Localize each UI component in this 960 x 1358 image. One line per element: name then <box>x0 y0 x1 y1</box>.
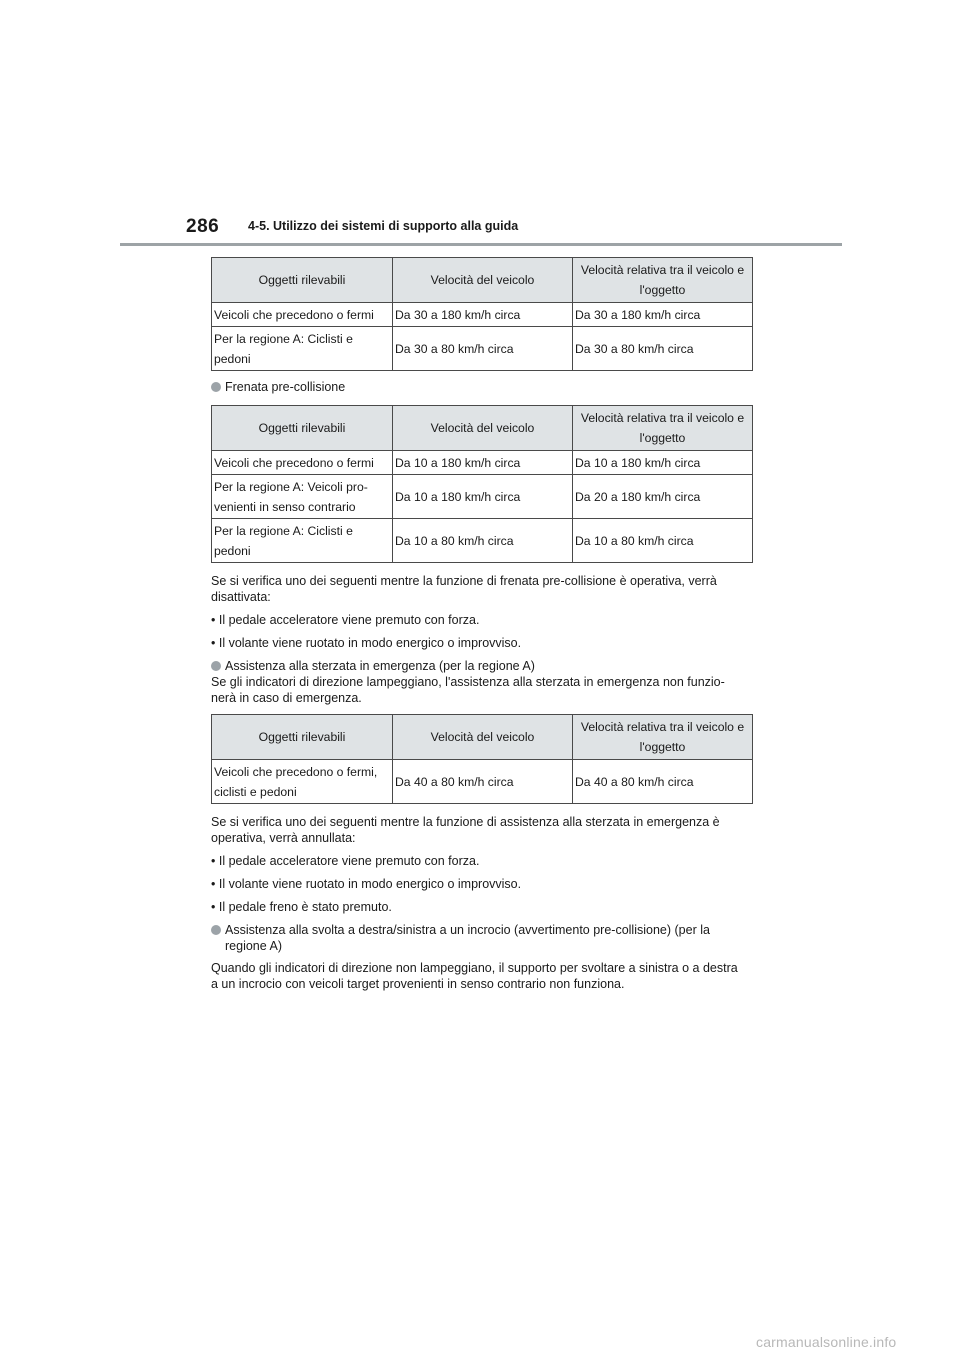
cell-object-l1: Veicoli che precedono o fermi, <box>214 764 378 779</box>
cell-relative-speed: Da 30 a 180 km/h circa <box>573 303 753 327</box>
list-item: • Il pedale acceleratore viene premuto con forza. <box>211 854 480 868</box>
heading-turn-assist <box>211 922 752 954</box>
list-item: • Il pedale freno è stato premuto. <box>211 900 392 914</box>
cell-vehicle-speed: Da 40 a 80 km/h circa <box>393 760 573 804</box>
cell-object-l2: ciclisti e pedoni <box>214 784 297 799</box>
cell-vehicle-speed: Da 10 a 180 km/h circa <box>393 451 573 475</box>
cell-object <box>212 327 393 371</box>
cell-object-l1: Per la regione A: Veicoli pro- <box>214 479 368 494</box>
table-row <box>212 475 753 519</box>
para-line: Se si verifica uno dei seguenti mentre la funzione di frenata pre-collisione è operativa, verrà <box>211 574 717 588</box>
header-detectable-objects: Oggetti rilevabili <box>212 406 393 451</box>
heading-turn-l1: Assistenza alla svolta a destra/sinistra a un incrocio (avvertimento pre-collisione) (per la <box>225 923 710 937</box>
cell-vehicle-speed: Da 10 a 180 km/h circa <box>393 475 573 519</box>
watermark: carmanualsonline.info <box>756 1334 897 1350</box>
para-line: a un incrocio con veicoli target provenienti in senso contrario non funziona. <box>211 977 625 991</box>
cell-object-l2: venienti in senso contrario <box>214 499 356 514</box>
cell-vehicle-speed: Da 30 a 80 km/h circa <box>393 327 573 371</box>
table-row <box>212 327 753 371</box>
cell-relative-speed: Da 10 a 180 km/h circa <box>573 451 753 475</box>
cell-relative-speed: Da 40 a 80 km/h circa <box>573 760 753 804</box>
table-header-row <box>212 258 753 303</box>
table-row <box>212 303 753 327</box>
table-header-row <box>212 406 753 451</box>
cell-object <box>212 475 393 519</box>
header-detectable-objects: Oggetti rilevabili <box>212 715 393 760</box>
cell-object-l1: Per la regione A: Ciclisti e <box>214 523 353 538</box>
steering-cancel-intro <box>211 814 752 846</box>
para-line: Se si verifica uno dei seguenti mentre la funzione di assistenza alla sterzata in emergenza è <box>211 815 720 829</box>
detection-table-steering <box>211 714 753 804</box>
cell-object-l1: Per la regione A: Ciclisti e <box>214 331 353 346</box>
header-relative-speed-l2: l'oggetto <box>639 283 686 297</box>
para-line: disattivata: <box>211 590 271 604</box>
bullet-dot-icon <box>211 925 221 935</box>
cell-object-l2: pedoni <box>214 351 251 366</box>
steering-note <box>211 674 752 706</box>
header-relative-speed <box>573 258 753 303</box>
heading-turn-l2: regione A) <box>225 939 282 953</box>
header-vehicle-speed: Velocità del veicolo <box>393 715 573 760</box>
list-item: • Il volante viene ruotato in modo energico o improvviso. <box>211 636 522 650</box>
cell-vehicle-speed: Da 30 a 180 km/h circa <box>393 303 573 327</box>
para-line: operativa, verrà annullata: <box>211 831 356 845</box>
table-header-row <box>212 715 753 760</box>
table-row <box>212 519 753 563</box>
heading-emergency-steering <box>211 658 752 674</box>
header-vehicle-speed: Velocità del veicolo <box>393 406 573 451</box>
heading-steering-text: Assistenza alla sterzata in emergenza (per la regione A) <box>225 659 535 673</box>
para-line: nerà in caso di emergenza. <box>211 691 362 705</box>
cell-object: Veicoli che precedono o fermi <box>212 451 393 475</box>
header-relative-speed <box>573 406 753 451</box>
bullet-dot-icon <box>211 382 221 392</box>
header-relative-speed-l1: Velocità relativa tra il veicolo e <box>580 720 745 734</box>
turn-assist-note <box>211 960 752 992</box>
header-divider <box>120 243 842 246</box>
section-title: 4-5. Utilizzo dei sistemi di supporto alla guida <box>248 219 519 233</box>
page-number: 286 <box>186 216 220 237</box>
cell-object-l2: pedoni <box>214 543 251 558</box>
header-relative-speed-l2: l'oggetto <box>639 431 686 445</box>
header-relative-speed-l2: l'oggetto <box>639 740 686 754</box>
para-line: Quando gli indicatori di direzione non lampeggiano, il supporto per svoltare a sinistra o a destra <box>211 961 738 975</box>
heading-precollision-text: Frenata pre-collisione <box>225 380 346 394</box>
header-detectable-objects: Oggetti rilevabili <box>212 258 393 303</box>
table-row <box>212 451 753 475</box>
detection-table-braking <box>211 405 753 563</box>
cell-object: Veicoli che precedono o fermi <box>212 303 393 327</box>
page-content <box>211 257 752 992</box>
header-relative-speed-l1: Velocità relativa tra il veicolo e <box>580 411 745 425</box>
para-line: Se gli indicatori di direzione lampeggiano, l'assistenza alla sterzata in emergenza non funzio- <box>211 675 725 689</box>
cell-relative-speed: Da 10 a 80 km/h circa <box>573 519 753 563</box>
header-vehicle-speed: Velocità del veicolo <box>393 258 573 303</box>
cell-relative-speed: Da 30 a 80 km/h circa <box>573 327 753 371</box>
cell-object <box>212 519 393 563</box>
cell-object <box>212 760 393 804</box>
list-item: • Il pedale acceleratore viene premuto con forza. <box>211 613 480 627</box>
cell-vehicle-speed: Da 10 a 80 km/h circa <box>393 519 573 563</box>
cell-relative-speed: Da 20 a 180 km/h circa <box>573 475 753 519</box>
list-item: • Il volante viene ruotato in modo energico o improvviso. <box>211 877 522 891</box>
bullet-dot-icon <box>211 661 221 671</box>
header-relative-speed <box>573 715 753 760</box>
detection-table-warning <box>211 257 753 371</box>
heading-precollision-braking <box>211 379 752 395</box>
precollision-cancel-intro <box>211 573 752 605</box>
header-relative-speed-l1: Velocità relativa tra il veicolo e <box>580 263 745 277</box>
table-row <box>212 760 753 804</box>
